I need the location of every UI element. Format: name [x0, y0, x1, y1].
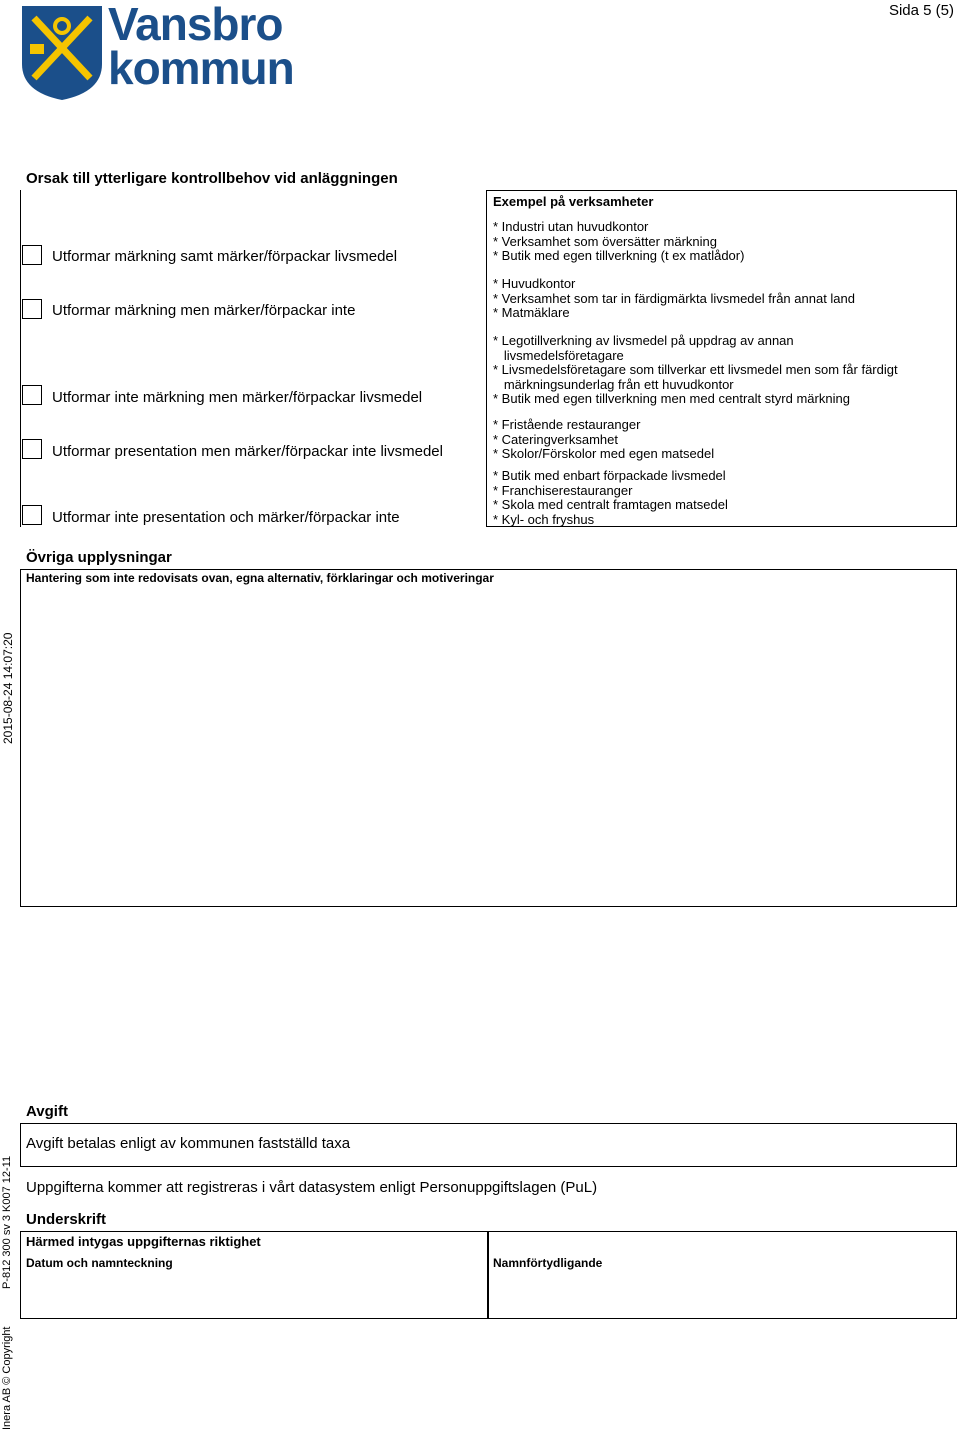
example-line: * Cateringverksamhet — [493, 431, 618, 447]
coat-of-arms-icon — [20, 4, 104, 102]
example-line: * Kyl- och fryshus — [493, 511, 595, 527]
underskrift-divider — [487, 1231, 489, 1319]
example-line: * Butik med egen tillverkning (t ex matlådor) — [493, 248, 745, 263]
example-line: * Verksamhet som tar in färdigmärkta livsmedel från annat land — [493, 290, 856, 306]
logo-line-2: kommun — [108, 42, 294, 94]
option-label-2: Utformar märkning men märker/förpackar inte — [52, 302, 356, 319]
pul-text: Uppgifterna kommer att registreras i vårt datasystem enligt Personuppgiftslagen (PuL) — [26, 1179, 598, 1196]
option-label-5: Utformar inte presentation och märker/förpackar inte — [52, 509, 400, 526]
page-number: Sida 5 (5) — [888, 2, 954, 19]
example-group-3 — [493, 334, 898, 407]
checkbox-option-2[interactable] — [22, 299, 42, 319]
example-line: * Legotillverkning av livsmedel på uppdrag av annan — [493, 333, 794, 348]
example-group-2 — [493, 277, 855, 321]
example-line: * Butik med egen tillverkning men med centralt styrd märkning — [493, 391, 850, 406]
underskrift-confirm: Härmed intygas uppgifternas riktighet — [26, 1234, 261, 1249]
example-line: märkningsunderlag från ett huvudkontor — [493, 376, 734, 392]
example-line: * Fristående restauranger — [493, 417, 641, 432]
margin-form-code: P-812 300 sv 3 K007 12-11 — [1, 1155, 13, 1289]
example-line: * Skolor/Förskolor med egen matsedel — [493, 446, 715, 461]
example-line: * Livsmedelsföretagare som tillverkar ett livsmedel men som får färdigt — [493, 362, 898, 377]
options-column — [20, 190, 487, 527]
example-group-4 — [493, 418, 714, 462]
section-title-underskrift: Underskrift — [26, 1211, 107, 1228]
option-label-3: Utformar inte märkning men märker/förpackar livsmedel — [52, 389, 423, 406]
checkbox-option-4[interactable] — [22, 439, 42, 459]
ovriga-label: Hantering som inte redovisats ovan, egna alternativ, förklaringar och motiveringar — [26, 571, 494, 585]
checkbox-option-3[interactable] — [22, 385, 42, 405]
example-group-5 — [493, 469, 728, 527]
example-line: * Huvudkontor — [493, 276, 576, 291]
example-line: * Franchiserestauranger — [493, 482, 633, 498]
example-line: * Industri utan huvudkontor — [493, 219, 649, 234]
option-label-4: Utformar presentation men märker/förpackar inte livsmedel — [52, 443, 443, 460]
example-line: * Butik med enbart förpackade livsmedel — [493, 468, 726, 483]
avgift-text: Avgift betalas enligt av kommunen fastställd taxa — [26, 1135, 351, 1152]
examples-title: Exempel på verksamheter — [493, 194, 654, 209]
margin-timestamp: 2015-08-24 14:07:20 — [1, 632, 15, 744]
section-title-avgift: Avgift — [26, 1103, 68, 1120]
example-line: livsmedelsföretagare — [493, 347, 624, 363]
logo-wordmark — [108, 0, 294, 94]
margin-copyright: Inera AB © Copyright — [1, 1326, 13, 1430]
example-line: * Skola med centralt framtagen matsedel — [493, 497, 728, 512]
name-clarification-field[interactable]: Namnförtydligande — [493, 1256, 603, 1270]
checkbox-option-5[interactable] — [22, 505, 42, 525]
section-title-orsak: Orsak till ytterligare kontrollbehov vid anläggningen — [26, 170, 398, 187]
section-title-ovriga: Övriga upplysningar — [26, 549, 172, 566]
option-label-1: Utformar märkning samt märker/förpackar livsmedel — [52, 248, 398, 265]
logo-line-1: Vansbro — [108, 0, 283, 50]
checkbox-option-1[interactable] — [22, 245, 42, 265]
date-signature-field[interactable]: Datum och namnteckning — [26, 1256, 173, 1270]
example-group-1 — [493, 220, 744, 264]
ovriga-textarea[interactable] — [20, 569, 957, 907]
example-line: * Matmäklare — [493, 305, 570, 320]
example-line: * Verksamhet som översätter märkning — [493, 233, 717, 249]
